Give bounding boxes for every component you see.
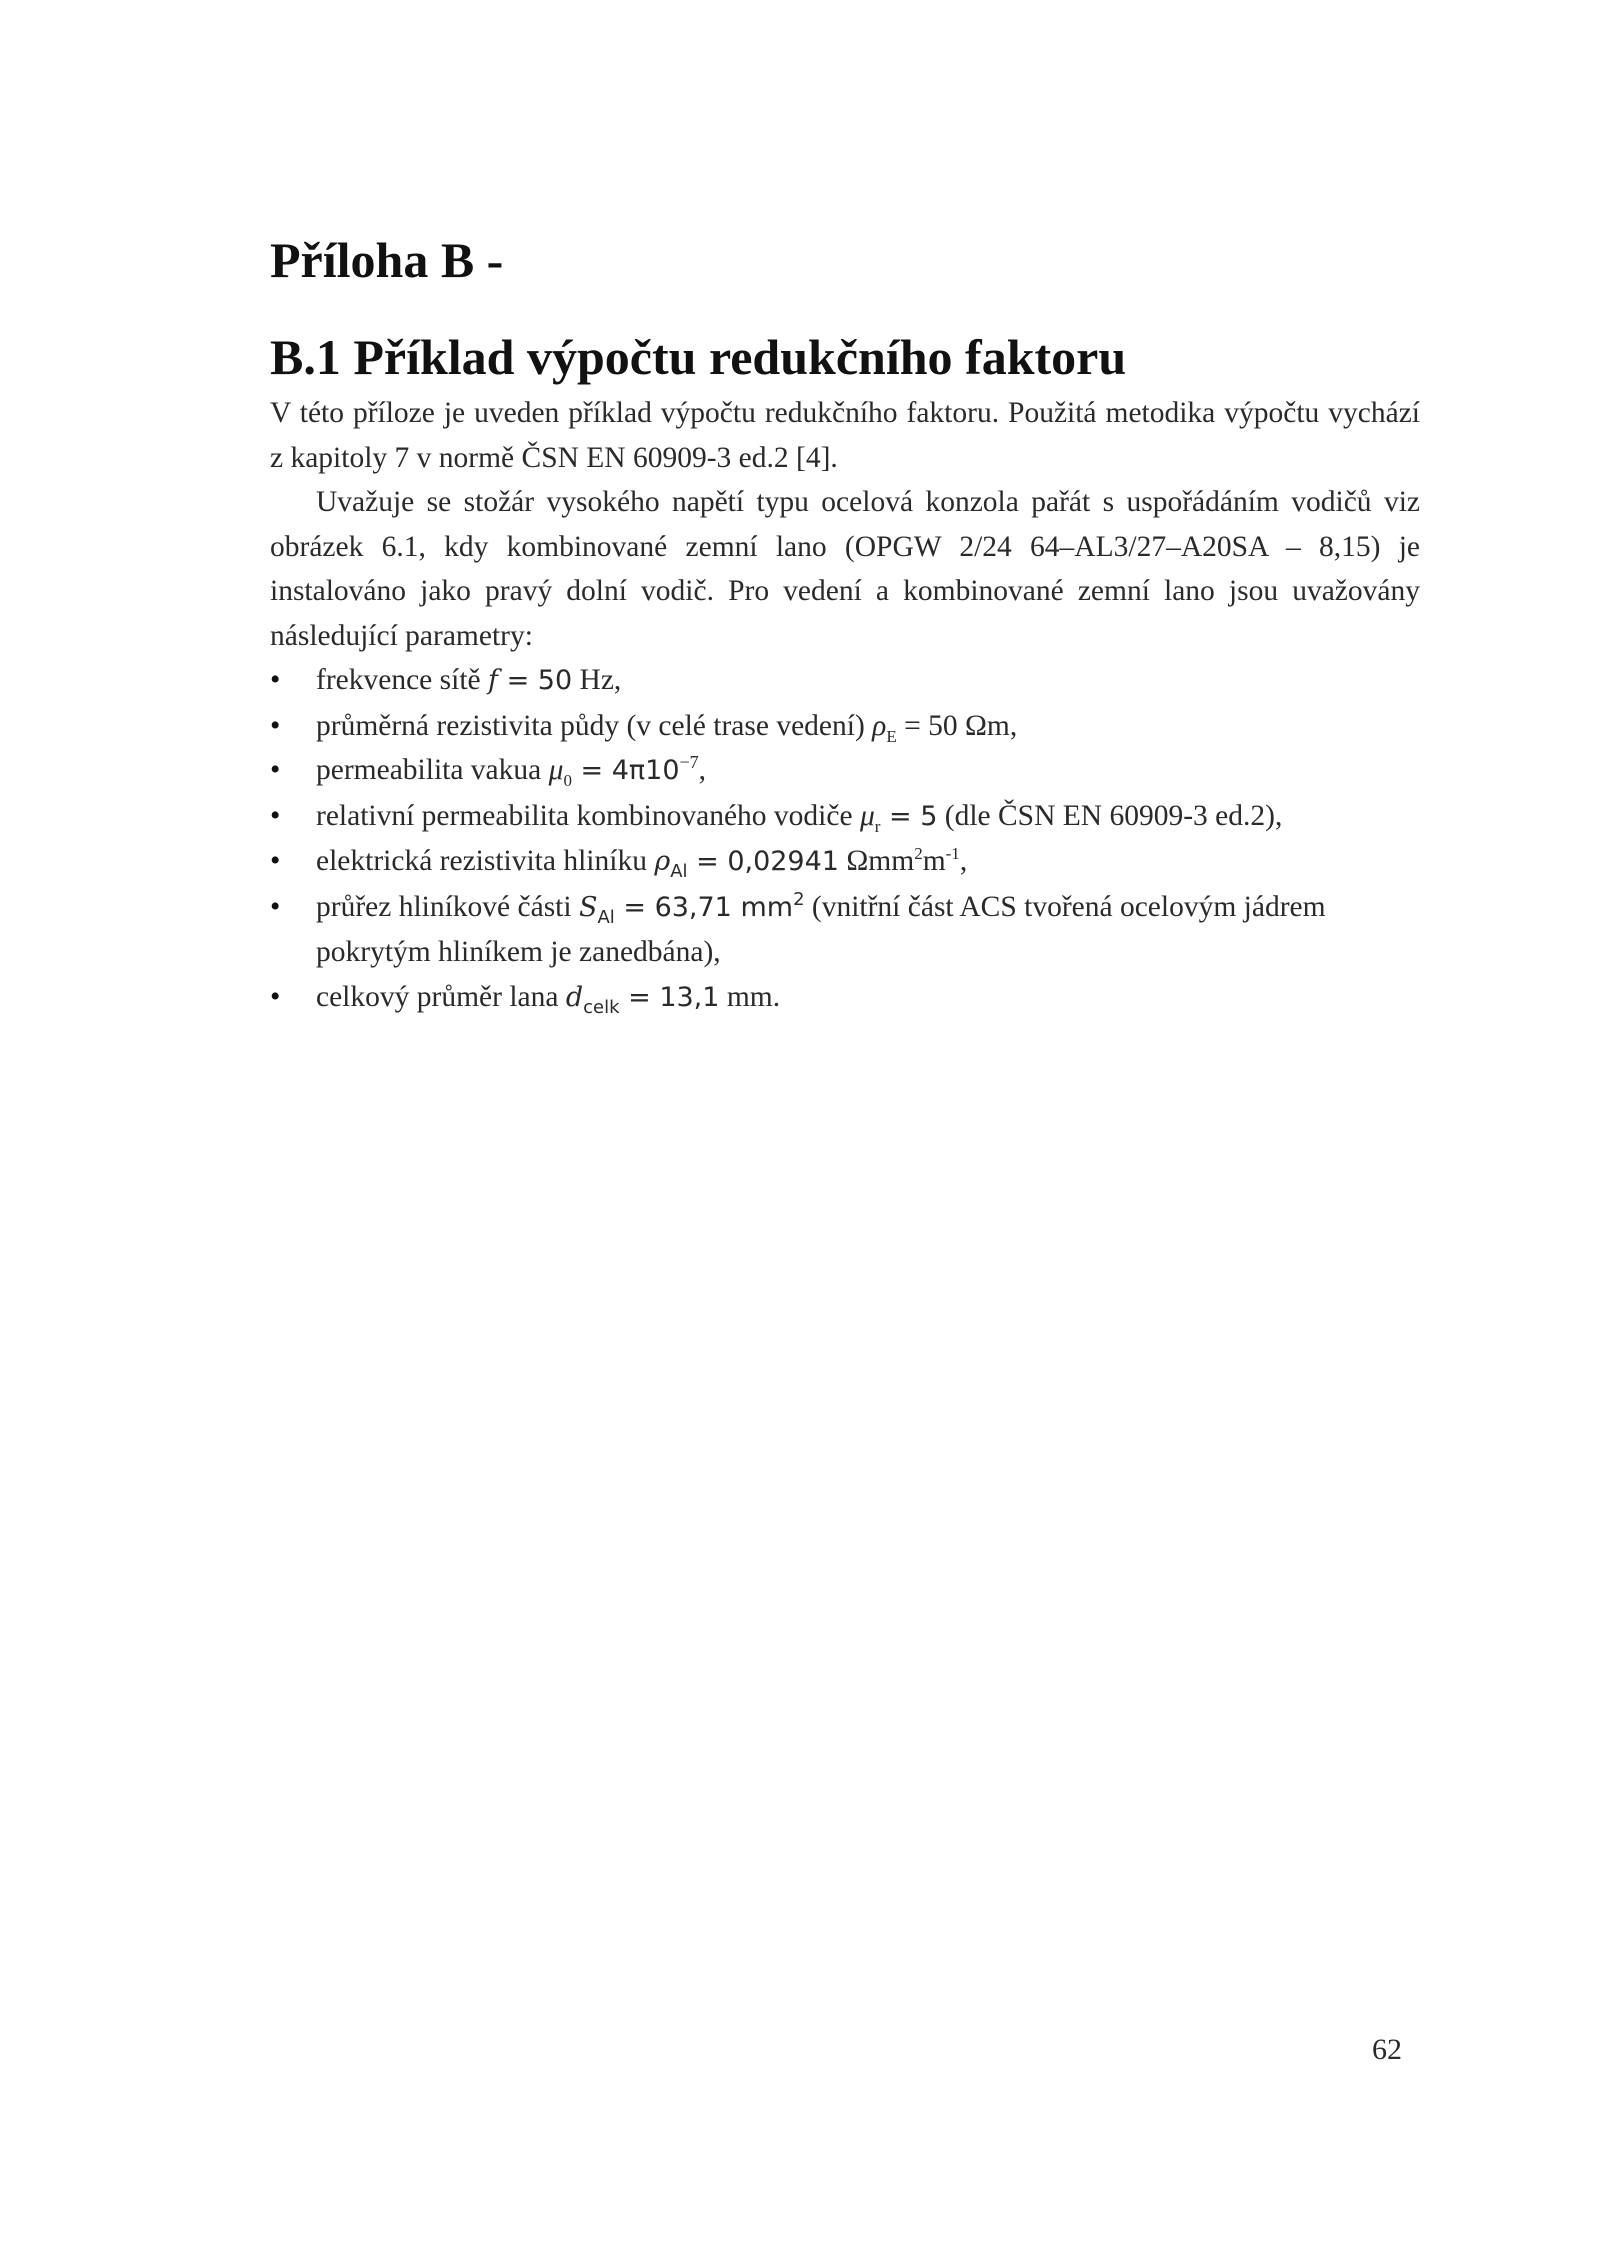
param-aluminium-resistivity: • elektrická rezistivita hliníku $\rho_{Al} = 0,02941$ $\Omega mm^2m^{-1}$, — [270, 839, 1420, 885]
page-content — [270, 228, 1420, 1020]
bullet-icon: • — [270, 845, 281, 877]
param-relative-permeability: • relativní permeabilita kombinovaného vodiče $\mu_r = 5$ (dle ČSN EN 60909-3 ed.2), — [270, 794, 1420, 840]
description-paragraph: Uvažuje se stožár vysokého napětí typu ocelová konzola pařát s uspořádáním vodičů viz obrázek 6.1, kdy kombinované zemní lano (OPGW 2/24 64–AL3/27–A20SA – 8,15) je instalováno jako pravý dolní vodič. Pro vedení a kombinované zemní lano jsou uvažovány následující parametry: — [270, 486, 1420, 652]
bullet-icon: • — [270, 709, 281, 742]
math-symbol: f — [488, 665, 498, 696]
parameter-list — [270, 658, 1420, 1020]
bullet-icon: • — [270, 890, 281, 923]
param-frequency: • frekvence sítě f = 50 Hz, — [270, 658, 1420, 704]
param-total-diameter: • celkový průměr lana $d_{celk} = 13,1$ mm. — [270, 975, 1420, 1021]
math-symbol: S — [578, 891, 598, 923]
bullet-icon: • — [270, 754, 281, 786]
bullet-icon: • — [270, 664, 281, 696]
math-symbol: μ — [548, 754, 564, 786]
bullet-icon: • — [270, 799, 281, 832]
math-symbol: ρ — [654, 846, 671, 877]
math-symbol: μ — [859, 799, 875, 832]
math-symbol: d — [565, 981, 584, 1013]
param-aluminium-cross-section: • průřez hliníkové části $S_{Al} = 63,71$ $mm^2$ (vnitřní část ACS tvořená ocelovým jádrem pokrytým hliníkem je zanedbána), — [270, 885, 1420, 975]
param-vacuum-permeability: • permeabilita vakua $\mu_0 = 4\pi 10^{-7}$, — [270, 748, 1420, 794]
param-soil-resistivity: • průměrná rezistivita půdy (v celé trase vedení) $\rho_E = 50$ Ωm, — [270, 704, 1420, 749]
chapter-title: Příloha B - — [270, 232, 504, 288]
intro-paragraph: V této příloze je uveden příklad výpočtu redukčního faktoru. Použitá metodika výpočtu vychází z kapitoly 7 v normě ČSN EN 60909-3 ed.2 [4]. — [270, 397, 1420, 474]
page-number: 62 — [1372, 2033, 1402, 2066]
math-symbol: ρ — [872, 709, 887, 742]
bullet-icon: • — [270, 980, 281, 1013]
section-title: B.1 Příklad výpočtu redukčního faktoru — [270, 329, 1127, 385]
